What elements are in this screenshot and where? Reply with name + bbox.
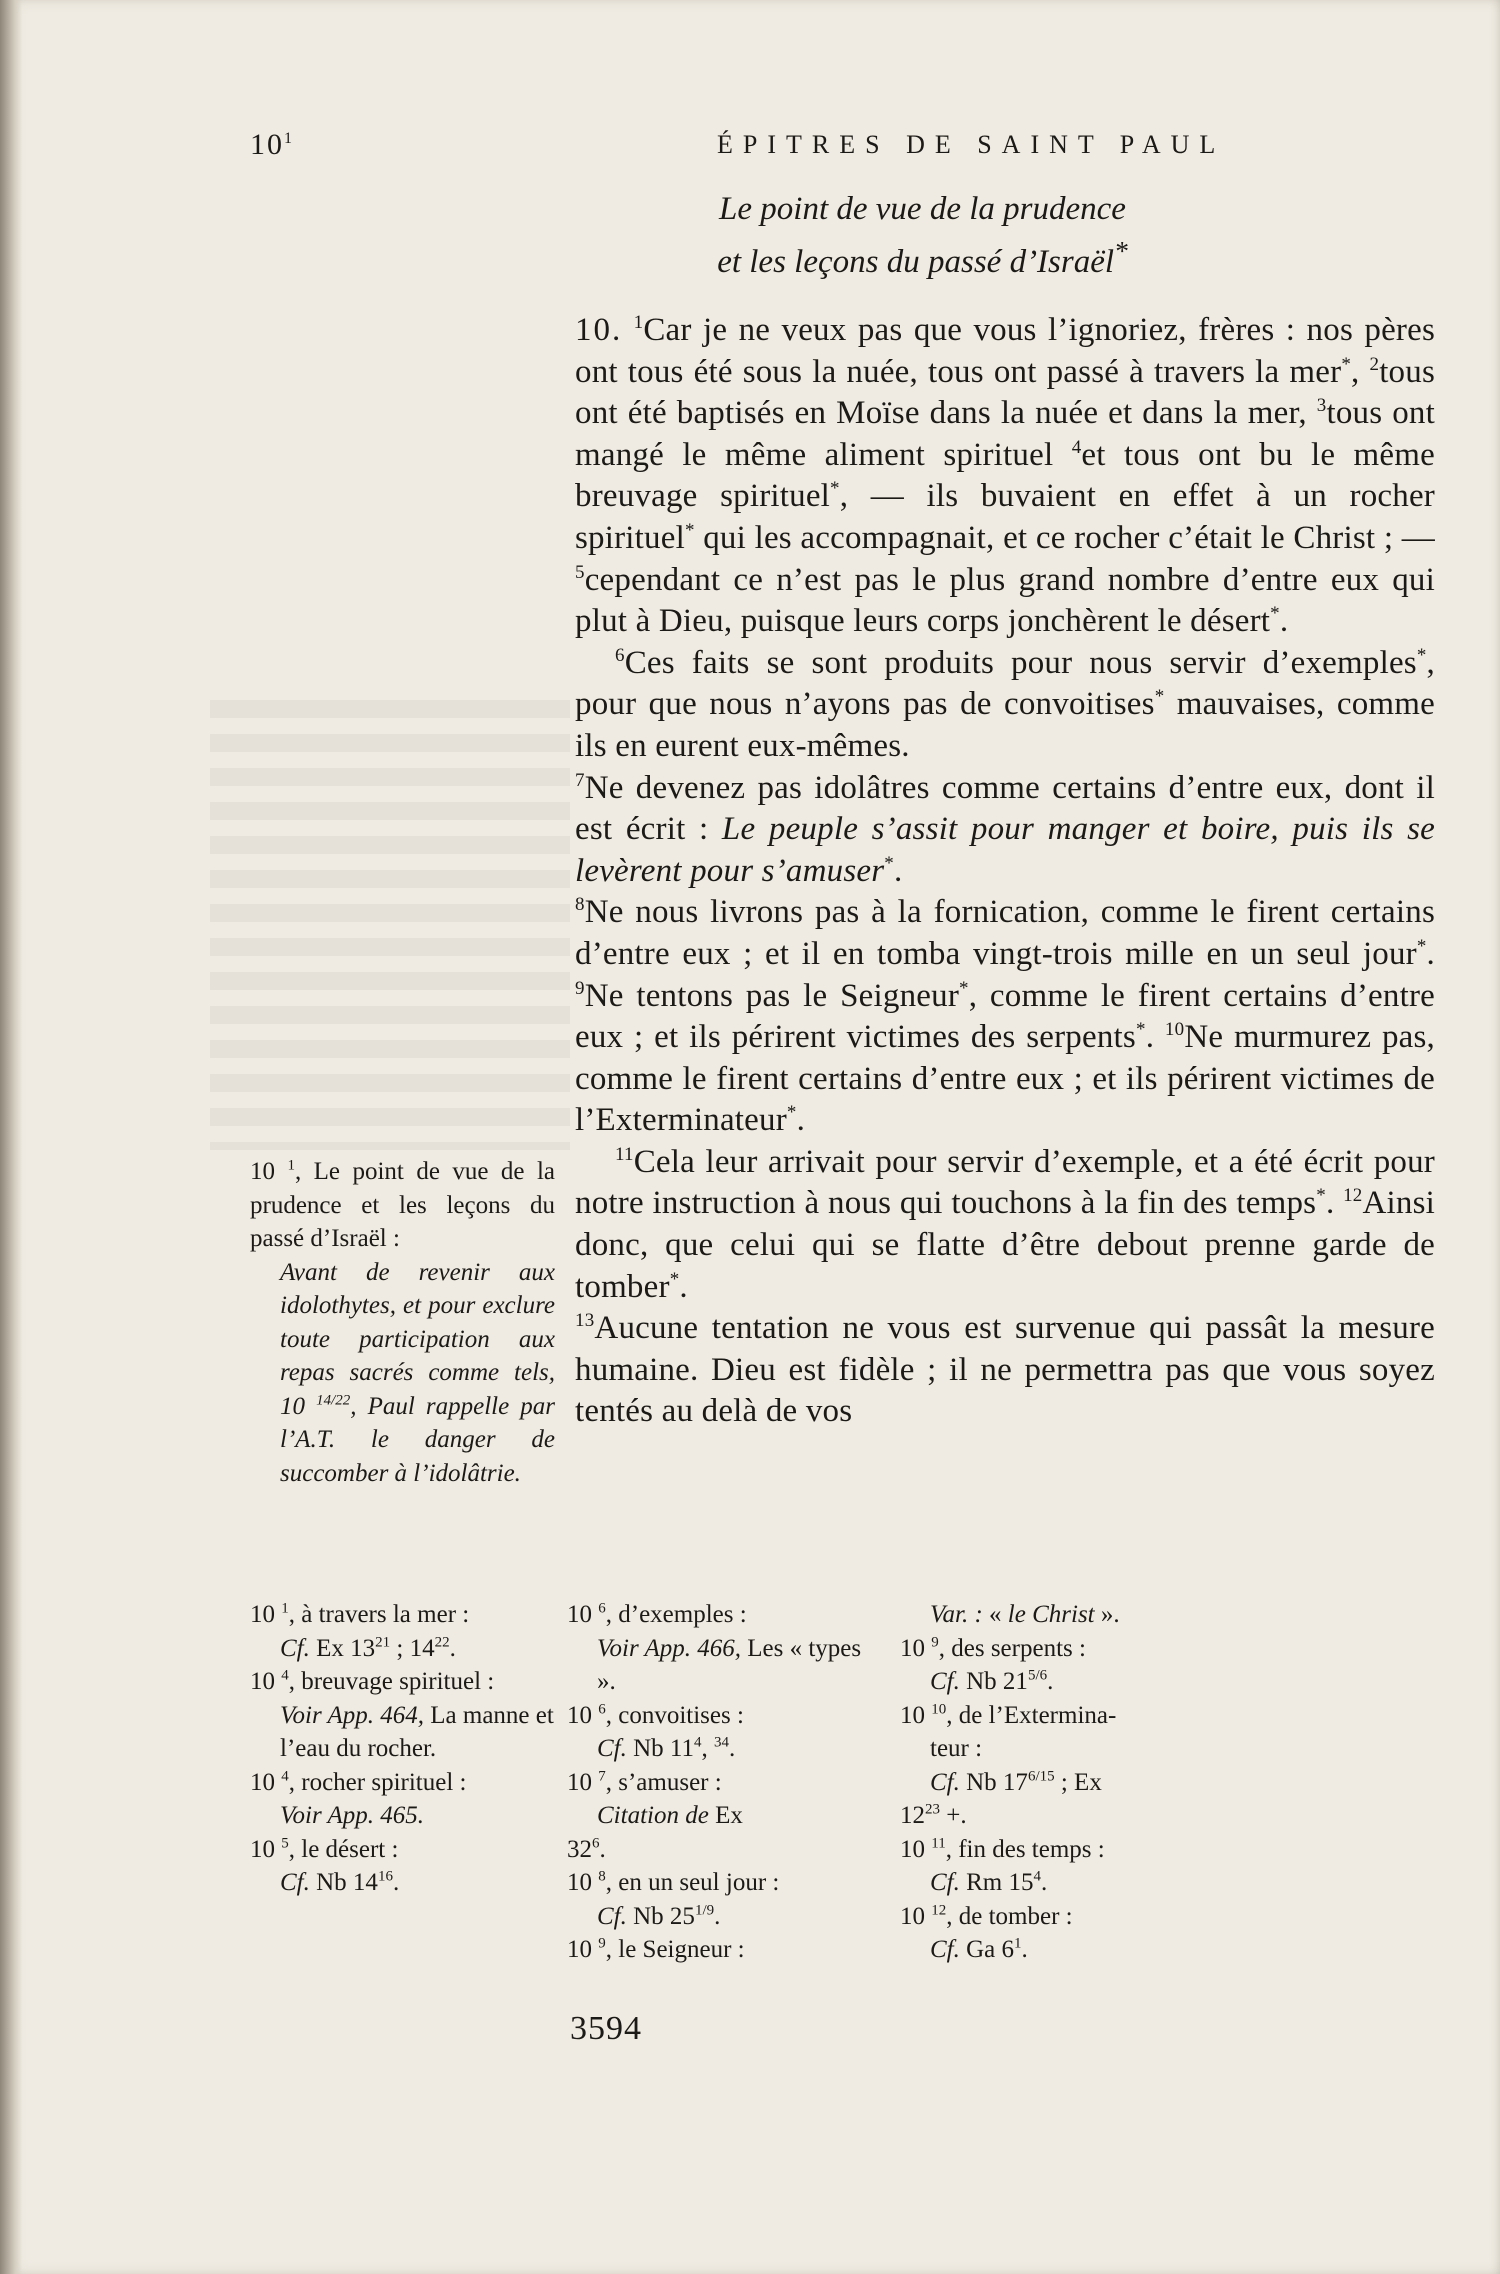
- page-header: [250, 128, 1310, 168]
- note-item: 10 $^6$, d’exemples : Voir App. 466, Les « types ».: [567, 1600, 862, 1695]
- note-item: 10 $^{11}$, fin des temps : Cf. Rm $15^4$.: [900, 1835, 1105, 1896]
- note-item: Var. : « le Christ ».: [930, 1601, 1120, 1628]
- note-item: 10 $^4$, rocher spirituel : Voir App. 465.: [250, 1768, 467, 1829]
- notes-column-1: [250, 1598, 555, 1900]
- main-text: [575, 310, 1435, 1433]
- running-title: ÉPITRES DE SAINT PAUL: [717, 130, 1226, 159]
- margin-note: [250, 1155, 555, 1490]
- paragraph-5: $^{11}$Cela leur arrivait pour servir d’exemple, et a été écrit pour notre instruction à nous qui touchons à la fin des temps*. $^{12}$Ainsi donc, que celui qui se flatte d’être debout prenne garde de tomber*.: [575, 1143, 1435, 1305]
- note-item: 10 $^5$, le désert : Cf. Nb $14^{16}$.: [250, 1835, 400, 1896]
- notes-column-3: [900, 1598, 1210, 1967]
- book-spine-shadow: [0, 0, 22, 2274]
- section-title-line-1: Le point de vue de la prudence: [719, 191, 1126, 227]
- paragraph-2: $^6$Ces faits se sont produits pour nous servir d’exemples*, pour que nous n’ayons pas de convoitises* mauvaises, comme ils en eurent eux-mêmes.: [575, 644, 1436, 764]
- paragraph-6: $^{13}$Aucune tentation ne vous est survenue qui passât la mesure humaine. Dieu est fidèle ; il ne permettra pas que vous soyez tentés au delà de vos: [575, 1310, 1435, 1430]
- note-item: 10 $^1$, à travers la mer : Cf. Ex $13^{21}$ ; $14^{22}$.: [250, 1600, 470, 1662]
- note-item: 10 $^7$, s’amuser : Citation de Ex $32^6$.: [567, 1768, 743, 1863]
- note-item: 10 $^6$, convoitises : Cf. Nb $11^4$, $^{34}$.: [567, 1701, 744, 1762]
- note-item: 10 $^9$, le Seigneur :: [567, 1935, 745, 1963]
- header-chapter-ref: $10^1$: [250, 128, 294, 161]
- paragraph-1: 10. $^1$Car je ne veux pas que vous l’ignoriez, frères : nos pères ont tous été sous la nuée, tous ont passé à travers la mer*, $^2$tous ont été baptisés en Moïse dans la nuée et dans la mer, $^3$tous ont mangé le même aliment spirituel $^4$et tous ont bu le même breuvage spirituel*, — ils buvaient en effet à un rocher spirituel* qui les accompagnait, et ce rocher c’était le Christ ; — $^5$cependant ce n’est pas le plus grand nombre d’entre eux qui plut à Dieu, puisque leurs corps jonchèrent le désert*.: [575, 312, 1435, 640]
- margin-note-commentary: Avant de revenir aux idolothytes, et pour exclure toute participation aux repas sacrés comme tels, 10 $^{14/22}$, Paul rappelle par l’A.T. le danger de succomber à l’idolâtrie.: [280, 1258, 555, 1487]
- note-item: 10 $^9$, des serpents : Cf. Nb $21^{5/6}$.: [900, 1634, 1086, 1695]
- margin-note-ref: 10 $^1$, Le point de vue de la prudence et les leçons du passé d’Israël :: [250, 1157, 555, 1252]
- section-title: [575, 188, 1310, 283]
- note-item: 10 $^8$, en un seul jour : Cf. Nb $25^{1/9}$.: [567, 1868, 780, 1930]
- paragraph-4: $^8$Ne nous livrons pas à la fornication, comme le firent certains d’entre eux ; et il en tomba vingt-trois mille en un seul jour*. $^9$Ne tentons pas le Seigneur*, comme le firent certains d’entre eux ; et ils périrent victimes des serpents*. $^{10}$Ne murmurez pas, comme le firent certains d’entre eux ; et ils périrent victimes de l’Exterminateur*.: [575, 894, 1436, 1139]
- note-item: 10 $^{12}$, de tomber : Cf. Ga $6^1$.: [900, 1902, 1073, 1963]
- show-through-bleed: [210, 700, 570, 1150]
- page-number: 3594: [570, 2010, 642, 2047]
- section-title-line-2: et les leçons du passé d’Israël*: [717, 235, 1128, 280]
- paragraph-3: $^7$Ne devenez pas idolâtres comme certains d’entre eux, dont il est écrit : Le peuple s’assit pour manger et boire, puis ils se levèrent pour s’amuser*.: [575, 769, 1435, 889]
- note-item: 10 $^{10}$, de l’Extermina- teur : Cf. Nb $17^{6/15}$ ; Ex $12^{23}$ +.: [900, 1701, 1117, 1829]
- note-item: 10 $^4$, breuvage spirituel : Voir App. 464, La manne et l’eau du rocher.: [250, 1667, 554, 1762]
- notes-column-2: [567, 1598, 877, 1967]
